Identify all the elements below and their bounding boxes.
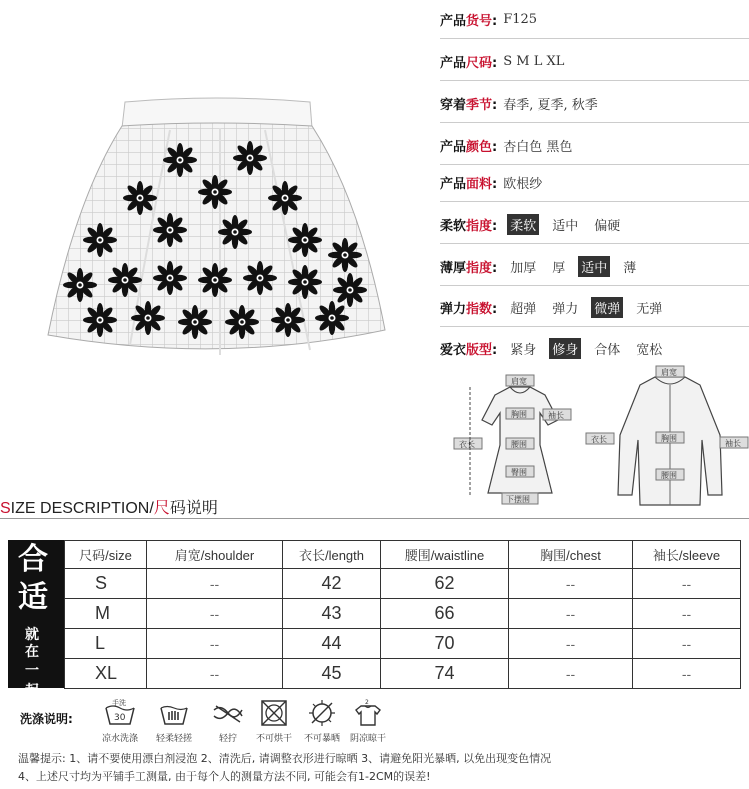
- attr-thickness-label: 薄厚指度:: [440, 260, 498, 276]
- dress-bust-label: 胸围: [511, 410, 527, 419]
- care-caption: 轻拧: [218, 734, 237, 744]
- size-cell: M: [65, 599, 147, 629]
- attr-article: [440, 4, 537, 34]
- care-caption: 轻柔轻搓: [155, 734, 192, 744]
- attr-fit-label: 爱衣版型:: [440, 342, 498, 358]
- table-row: L -- 44 70 -- --: [65, 629, 741, 659]
- thickness-option: 薄: [623, 260, 637, 276]
- size-cell: L: [65, 629, 147, 659]
- shirt-waist-label: 腰围: [661, 471, 677, 480]
- elasticity-option: 无弹: [636, 301, 663, 317]
- care-item: [92, 698, 148, 746]
- shirt-sleeve-label: 袖长: [725, 439, 741, 448]
- fit-option: 紧身: [510, 342, 537, 358]
- attr-elasticity-label: 弹力指数:: [440, 301, 498, 317]
- attr-softness: [440, 209, 623, 239]
- shirt-length-label: 衣长: [591, 435, 607, 444]
- measurement-diagram: [440, 365, 749, 515]
- shirt-bust-label: 胸围: [661, 434, 677, 443]
- care-item: [340, 698, 396, 746]
- divider: [440, 164, 749, 165]
- attr-sizes: [440, 46, 564, 76]
- elasticity-option: 超弹: [510, 301, 537, 317]
- table-row: S -- 42 62 -- --: [65, 569, 741, 599]
- svg-text:手洗: 手洗: [112, 699, 126, 707]
- svg-text:2: 2: [365, 699, 369, 706]
- attr-season-value: 春季, 夏季, 秋季: [503, 97, 598, 113]
- svg-text:30: 30: [114, 713, 126, 723]
- wring-icon: [212, 698, 244, 728]
- shirt-shoulder-label: 肩宽: [661, 368, 677, 377]
- elasticity-option: 微弹: [591, 297, 623, 318]
- care-notes: [18, 750, 551, 786]
- attr-fabric-label: 产品面料:: [440, 176, 498, 192]
- attr-article-value: F125: [503, 11, 538, 27]
- care-caption: 不可暴晒: [303, 734, 340, 744]
- fit-option: 合体: [594, 342, 621, 358]
- no-tumble-dry-icon: [258, 698, 290, 728]
- elasticity-option: 弹力: [552, 301, 579, 317]
- divider: [440, 243, 749, 244]
- dress-shoulder-label: 肩宽: [511, 377, 527, 386]
- fit-option: 修身: [549, 338, 581, 359]
- hand-wash-icon: [104, 698, 136, 728]
- product-photo: [20, 80, 410, 410]
- table-header-row: [65, 541, 741, 569]
- fit-option: 宽松: [636, 342, 663, 358]
- gentle-wash-icon: [158, 698, 190, 728]
- dress-waist-label: 腰围: [511, 440, 527, 449]
- dress-sleeve-label: 袖长: [548, 411, 564, 420]
- care-caption: 凉水洗涤: [101, 734, 138, 744]
- thickness-option: 适中: [578, 256, 610, 277]
- dress-hip-label: 臀围: [511, 468, 527, 477]
- note-line: 4、上述尺寸均为平铺手工测量, 由于每个人的测量方法不同, 可能会有1-2CM的误差!: [18, 770, 431, 783]
- column-header: 肩宽/shoulder: [147, 541, 283, 569]
- divider: [440, 80, 749, 81]
- shirt-diagram: [586, 366, 748, 505]
- column-header: 衣长/length: [283, 541, 381, 569]
- divider: [440, 201, 749, 202]
- divider: [440, 38, 749, 39]
- attr-article-label: 产品货号:: [440, 13, 498, 29]
- attr-season: [440, 88, 598, 118]
- shade-dry-icon: [352, 698, 384, 728]
- attr-sizes-value: S M L XL: [503, 53, 565, 69]
- attr-fit: [440, 333, 665, 363]
- care-item: [146, 698, 202, 746]
- attr-color-value: 杏白色 黑色: [503, 139, 573, 155]
- brand-vertical-slogan: 合 适 就 在 一 起: [8, 540, 64, 688]
- softness-option: 适中: [552, 218, 579, 234]
- size-cell: S: [65, 569, 147, 599]
- divider: [440, 326, 749, 327]
- divider: [440, 122, 749, 123]
- table-row: M -- 43 66 -- --: [65, 599, 741, 629]
- attr-thickness: [440, 251, 639, 281]
- softness-option: 偏硬: [594, 218, 621, 234]
- thickness-option: 厚: [552, 260, 566, 276]
- column-header: 尺码/size: [65, 541, 147, 569]
- attr-sizes-label: 产品尺码:: [440, 55, 498, 71]
- attr-season-label: 穿着季节:: [440, 97, 498, 113]
- attr-elasticity: [440, 292, 665, 322]
- table-row: XL -- 45 74 -- --: [65, 659, 741, 689]
- softness-option: 柔软: [507, 214, 539, 235]
- thickness-option: 加厚: [510, 260, 537, 276]
- dress-length-label: 衣长: [459, 440, 475, 449]
- no-sun-dry-icon: [306, 698, 338, 728]
- column-header: 腰围/waistline: [381, 541, 509, 569]
- dress-hem-label: 下摆围: [506, 495, 530, 504]
- note-line: 温馨提示: 1、请不要使用漂白剂浸泡 2、清洗后, 请调整衣形进行晾晒 3、请避免阳光暴晒, 以免出现变色情况: [18, 752, 552, 765]
- column-header: 袖长/sleeve: [633, 541, 741, 569]
- attr-softness-label: 柔软指度:: [440, 218, 498, 234]
- column-header: 胸围/chest: [509, 541, 633, 569]
- care-label: 洗涤说明:: [20, 712, 73, 726]
- attr-color-label: 产品颜色:: [440, 139, 498, 155]
- attr-fabric-value: 欧根纱: [503, 176, 543, 192]
- attr-color: [440, 130, 572, 160]
- attr-fabric: [440, 167, 542, 197]
- size-table: [64, 540, 741, 689]
- care-caption: 不可烘干: [255, 734, 292, 744]
- care-caption: 阴凉晾干: [349, 734, 386, 744]
- divider: [440, 285, 749, 286]
- divider: [0, 518, 749, 519]
- size-cell: XL: [65, 659, 147, 689]
- size-description-title: SIZE DESCRIPTION/尺码说明: [0, 500, 218, 517]
- dress-diagram: [454, 375, 571, 504]
